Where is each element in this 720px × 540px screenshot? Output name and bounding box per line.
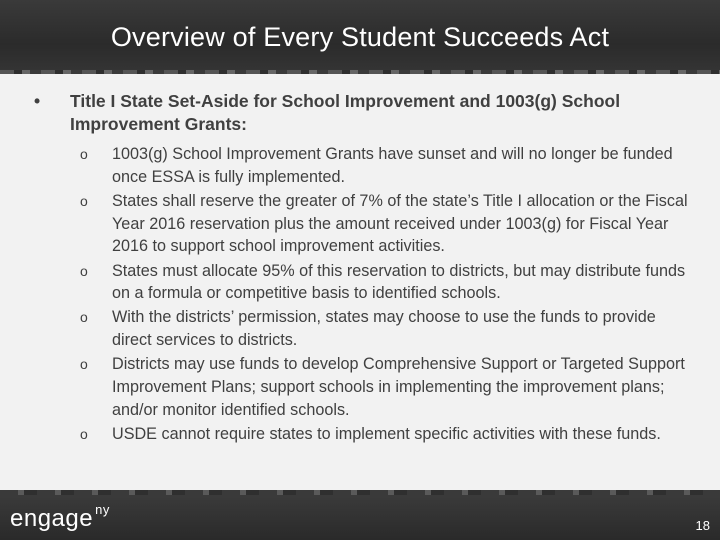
title-bar [0, 0, 720, 74]
logo-main-text: engage [10, 505, 94, 532]
sub-bullet-marker: o [80, 356, 88, 373]
sub-bullet-text: Districts may use funds to develop Comprehensive Support or Targeted Support Improvement Plans; support schools in implementing the improvement plans; and/or monitor identified schools. [112, 355, 685, 419]
bullet-marker: • [34, 91, 41, 111]
sub-bullet-marker: o [80, 309, 88, 326]
list-item [34, 190, 694, 258]
main-bullet-text: Title I State Set-Aside for School Improvement and 1003(g) School Improvement Grants: [70, 91, 621, 134]
list-item [34, 306, 694, 351]
list-item [34, 423, 694, 446]
list-item [34, 260, 694, 305]
engageny-logo [10, 502, 110, 533]
list-item [34, 143, 694, 188]
sub-bullet-text: States shall reserve the greater of 7% of the state’s Title I allocation or the Fiscal Year 2016 reservation plus the amount received under 1003(g) for Fiscal Year 2016 to support school improvement activities. [112, 191, 688, 256]
sub-bullet-marker: o [80, 192, 88, 209]
sub-bullet-list [34, 143, 694, 446]
sub-bullet-text: States must allocate 95% of this reservation to districts, but may distribute funds on a formula or competitive basis to identified schools. [112, 261, 686, 303]
slide-content [34, 90, 694, 447]
main-bullet [34, 90, 694, 136]
sub-bullet-marker: o [80, 262, 88, 279]
slide-title: Overview of Every Student Succeeds Act [110, 22, 610, 52]
footer-bar [0, 494, 720, 540]
sub-bullet-text: 1003(g) School Improvement Grants have sunset and will no longer be funded once ESSA is fully implemented. [112, 145, 673, 186]
sub-bullet-text: USDE cannot require states to implement specific activities with these funds. [112, 424, 661, 443]
sub-bullet-text: With the districts’ permission, states may choose to use the funds to provide direct services to districts. [112, 308, 656, 350]
logo-sup-text: ny [95, 502, 110, 517]
page-number: 18 [695, 518, 710, 533]
list-item [34, 353, 694, 421]
sub-bullet-marker: o [80, 146, 88, 162]
sub-bullet-marker: o [80, 425, 88, 442]
